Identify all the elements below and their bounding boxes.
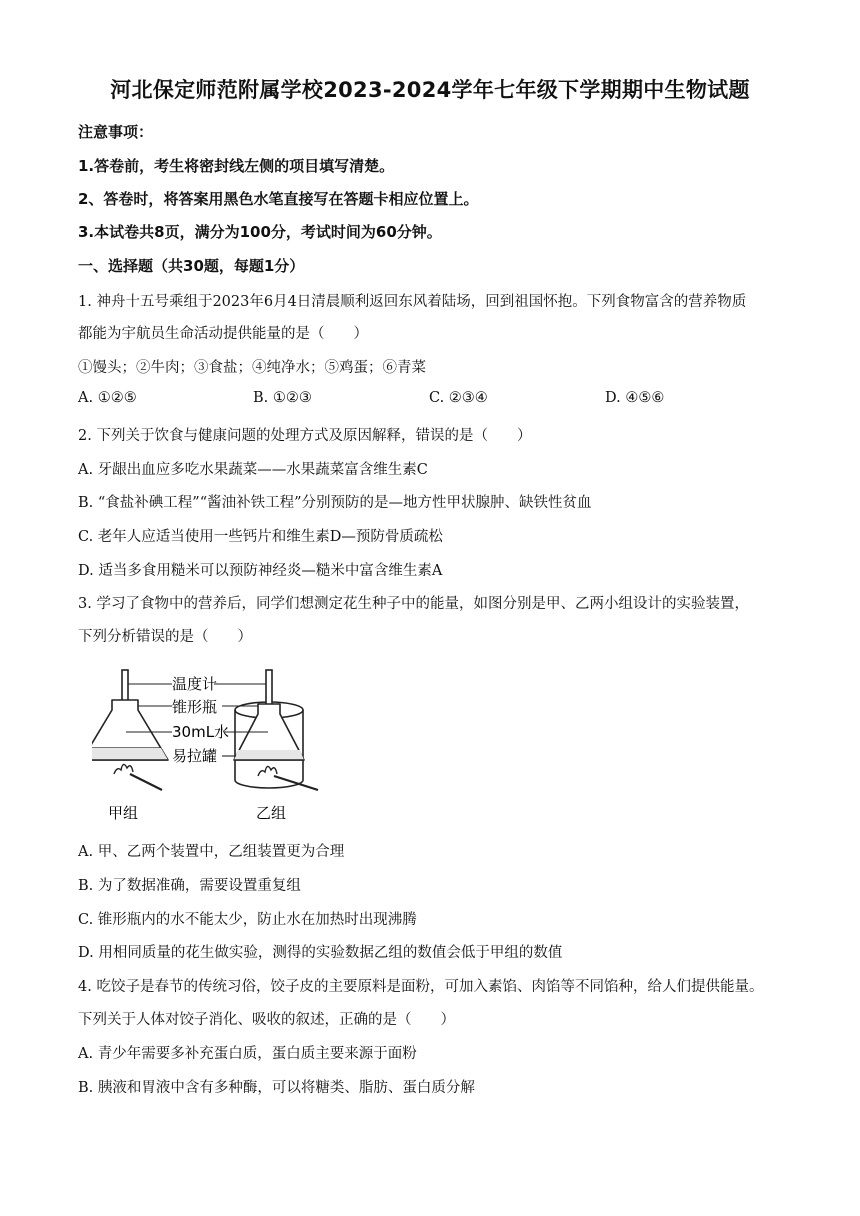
section-heading: 一、选择题（共30题，每题1分） [78, 257, 305, 275]
q1-stem-line1: 1. 神舟十五号乘组于2023年6月4日清晨顺利返回东风着陆场，回到祖国怀抱。下列食物富含的营养物质 [78, 294, 747, 310]
q1-option-d: D. ④⑤⑥ [605, 390, 665, 406]
note-item-3: 3.本试卷共8页，满分为100分，考试时间为60分钟。 [78, 223, 442, 241]
page-title: 河北保定师范附属学校2023-2024学年七年级下学期期中生物试题 [110, 78, 750, 102]
q3-stem-line2: 下列分析错误的是（ ） [78, 629, 252, 645]
q1-foods: ①馒头；②牛肉；③食盐；④纯净水；⑤鸡蛋；⑥青菜 [78, 360, 426, 376]
q3-option-b: B. 为了数据准确，需要设置重复组 [78, 878, 301, 894]
q3-option-a: A. 甲、乙两个装置中，乙组装置更为合理 [78, 844, 345, 860]
note-item-1: 1.答卷前，考生将密封线左侧的项目填写清楚。 [78, 157, 395, 175]
q1-option-a: A. ①②⑤ [78, 390, 137, 406]
q4-option-b: B. 胰液和胃液中含有多种酶，可以将糖类、脂肪、蛋白质分解 [78, 1080, 475, 1096]
q2-stem: 2. 下列关于饮食与健康问题的处理方式及原因解释，错误的是（ ） [78, 428, 532, 444]
experiment-figure [92, 664, 332, 824]
q3-option-d: D. 用相同质量的花生做实验，测得的实验数据乙组的数值会低于甲组的数值 [78, 945, 563, 961]
label-group-a: 甲组 [108, 804, 139, 822]
apparatus-group-a [92, 670, 168, 790]
label-flask: 锥形瓶 [172, 698, 218, 716]
apparatus-group-b [234, 670, 318, 790]
q1-stem-line2: 都能为宇航员生命活动提供能量的是（ ） [78, 326, 368, 342]
q1-option-b: B. ①②③ [253, 390, 312, 406]
q2-option-c: C. 老年人应适当使用一些钙片和维生素D—预防骨质疏松 [78, 529, 443, 545]
q2-option-b: B. “食盐补碘工程”“酱油补铁工程”分别预防的是—地方性甲状腺肿、缺铁性贫血 [78, 495, 592, 511]
notes-heading: 注意事项： [78, 123, 154, 141]
label-thermometer: 温度计 [172, 675, 218, 693]
q3-option-c: C. 锥形瓶内的水不能太少，防止水在加热时出现沸腾 [78, 912, 417, 928]
label-can: 易拉罐 [172, 747, 218, 765]
q1-option-c: C. ②③④ [429, 390, 488, 406]
q4-option-a: A. 青少年需要多补充蛋白质，蛋白质主要来源于面粉 [78, 1046, 417, 1062]
q4-stem-line2: 下列关于人体对饺子消化、吸收的叙述，正确的是（ ） [78, 1012, 455, 1028]
q2-option-a: A. 牙龈出血应多吃水果蔬菜——水果蔬菜富含维生素C [78, 462, 428, 478]
q2-option-d: D. 适当多食用糙米可以预防神经炎—糙米中富含维生素A [78, 563, 443, 579]
q4-stem-line1: 4. 吃饺子是春节的传统习俗，饺子皮的主要原料是面粉，可加入素馅、肉馅等不同馅种，给人们提供能量。 [78, 979, 764, 995]
label-water: 30mL水 [172, 723, 230, 741]
note-item-2: 2、答卷时，将答案用黑色水笔直接写在答题卡相应位置上。 [78, 190, 479, 208]
q3-stem-line1: 3. 学习了食物中的营养后，同学们想测定花生种子中的能量，如图分别是甲、乙两小组设计的实验装置， [78, 596, 749, 612]
label-group-b: 乙组 [256, 804, 287, 822]
